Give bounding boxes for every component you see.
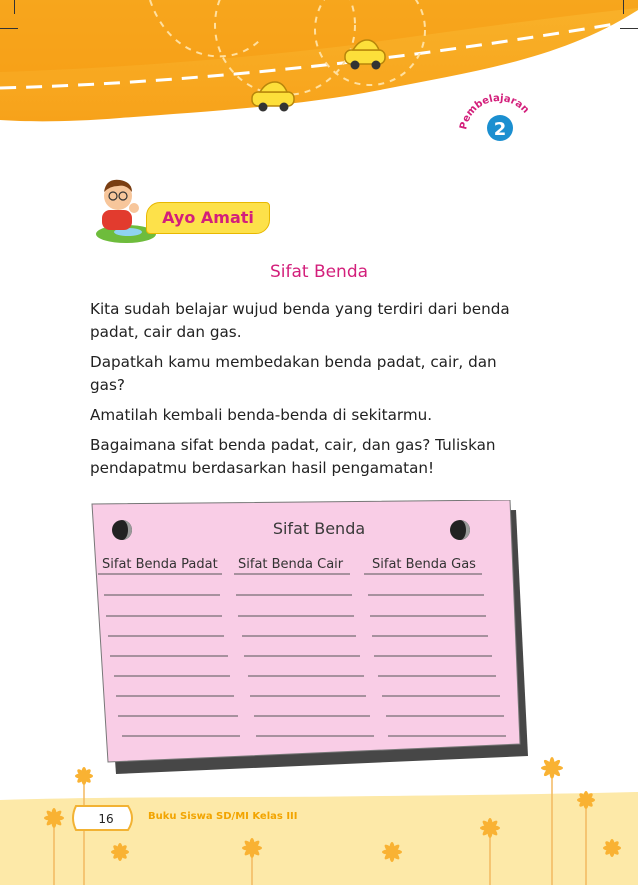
ayo-amati-label: Ayo Amati (146, 202, 270, 234)
page-number: 16 (98, 812, 114, 826)
paragraph: Amatilah kembali benda-benda di sekitarmu. (90, 406, 433, 424)
crop-mark (0, 28, 18, 29)
lesson-badge (454, 90, 544, 156)
book-title: Buku Siswa SD/MI Kelas III (148, 811, 298, 822)
body-text (90, 298, 530, 487)
column-header-gas: Sifat Benda Gas (372, 557, 476, 572)
section-title: Sifat Benda (269, 262, 369, 282)
crop-mark (623, 0, 624, 14)
paragraph: Kita sudah belajar wujud benda yang terdiri dari benda padat, cair dan gas. (90, 300, 510, 341)
paragraph: Dapatkah kamu membedakan benda padat, cair, dan gas? (90, 353, 497, 394)
lesson-badge-number: 2 (493, 119, 507, 140)
worksheet-title: Sifat Benda (272, 519, 366, 538)
lesson-badge-label: Pembelajaran (458, 92, 531, 131)
column-header-cair: Sifat Benda Cair (238, 557, 344, 572)
crop-mark (620, 28, 638, 29)
column-header-padat: Sifat Benda Padat (102, 557, 218, 572)
crop-mark (14, 0, 15, 14)
paragraph: Bagaimana sifat benda padat, cair, dan gas? Tuliskan pendapatmu berdasarkan hasil pengamatan! (90, 436, 496, 477)
